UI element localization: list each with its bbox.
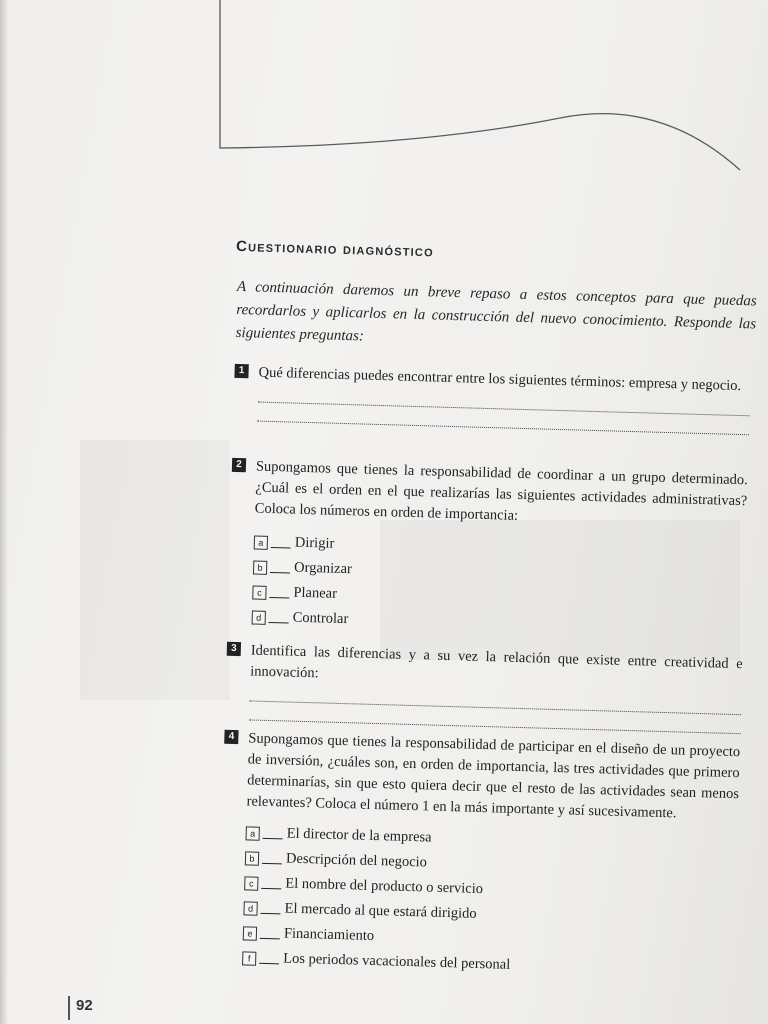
question-text: Qué diferencias puedes encontrar entre los siguientes términos: empresa y negocio. (258, 364, 742, 395)
option-letter: d (252, 610, 266, 624)
options-list (251, 530, 746, 644)
question-text: Identifica las diferencias y a su vez la relación que existe entre creatividad e innovación: (250, 642, 743, 682)
option-letter: b (253, 560, 267, 574)
option-letter: c (244, 876, 258, 890)
question-3 (225, 640, 743, 734)
option-label: El mercado al que estará dirigido (284, 900, 477, 922)
section-title: Cuestionario diagnóstico (235, 237, 435, 261)
ranking-blank[interactable] (261, 878, 281, 890)
ranking-blank[interactable] (269, 612, 289, 624)
option-label: Los periodos vacacionales del personal (283, 950, 511, 973)
ranking-blank[interactable] (271, 537, 291, 549)
question-number: 3 (227, 642, 241, 656)
question-number: 4 (224, 730, 238, 744)
question-1 (233, 362, 750, 435)
option-label: El director de la empresa (286, 825, 432, 846)
option-label: Controlar (292, 609, 349, 628)
page-number: 92 (76, 997, 93, 1014)
option-letter: a (254, 535, 268, 549)
ranking-blank[interactable] (269, 587, 289, 599)
question-number: 2 (232, 458, 246, 472)
option-letter: a (246, 826, 260, 840)
ranking-blank[interactable] (260, 928, 280, 940)
option-letter: f (242, 951, 256, 965)
option-label: Organizar (293, 559, 353, 578)
option-label: El nombre del producto o servicio (285, 875, 484, 898)
ranking-blank[interactable] (259, 953, 279, 965)
question-2 (227, 456, 748, 643)
option-label: Descripción del negocio (285, 850, 428, 871)
option-label: Financiamiento (283, 925, 375, 945)
option-letter: d (243, 901, 257, 915)
ranking-blank[interactable] (260, 903, 280, 915)
question-4 (218, 728, 741, 984)
option-label: Planear (293, 584, 338, 602)
question-number: 1 (234, 364, 248, 378)
ranking-blank[interactable] (263, 828, 283, 840)
ranking-blank[interactable] (270, 562, 290, 574)
option-label: Dirigir (294, 534, 335, 552)
page-number-rule (68, 996, 70, 1020)
ranking-blank[interactable] (262, 853, 282, 865)
option-letter: c (252, 585, 266, 599)
question-text: Supongamos que tienes la responsabilidad de participar en el diseño de un proyecto de inversión, ¿cuáles son, en orden de importancia, las tres actividades que primero determinarías, sin que esto quiera decir que el resto de las actividades sean menos relevantes? Coloca el número 1 en la más importante y así sucesivamente. (246, 730, 741, 822)
option-letter: b (245, 851, 259, 865)
intro-paragraph: A continuación daremos un breve repaso a estos conceptos para que puedas recordarlos y aplicarlos en la construcción del nuevo conocimiento. Responde las siguientes preguntas: (235, 278, 757, 345)
option-letter: e (243, 926, 257, 940)
options-list (242, 820, 738, 984)
question-text: Supongamos que tienes la responsabilidad de coordinar a un grupo determinado. ¿Cuál es el orden en el que realizarías las siguientes actividades administrativas? Coloca los números en orden de importancia: (254, 458, 748, 524)
